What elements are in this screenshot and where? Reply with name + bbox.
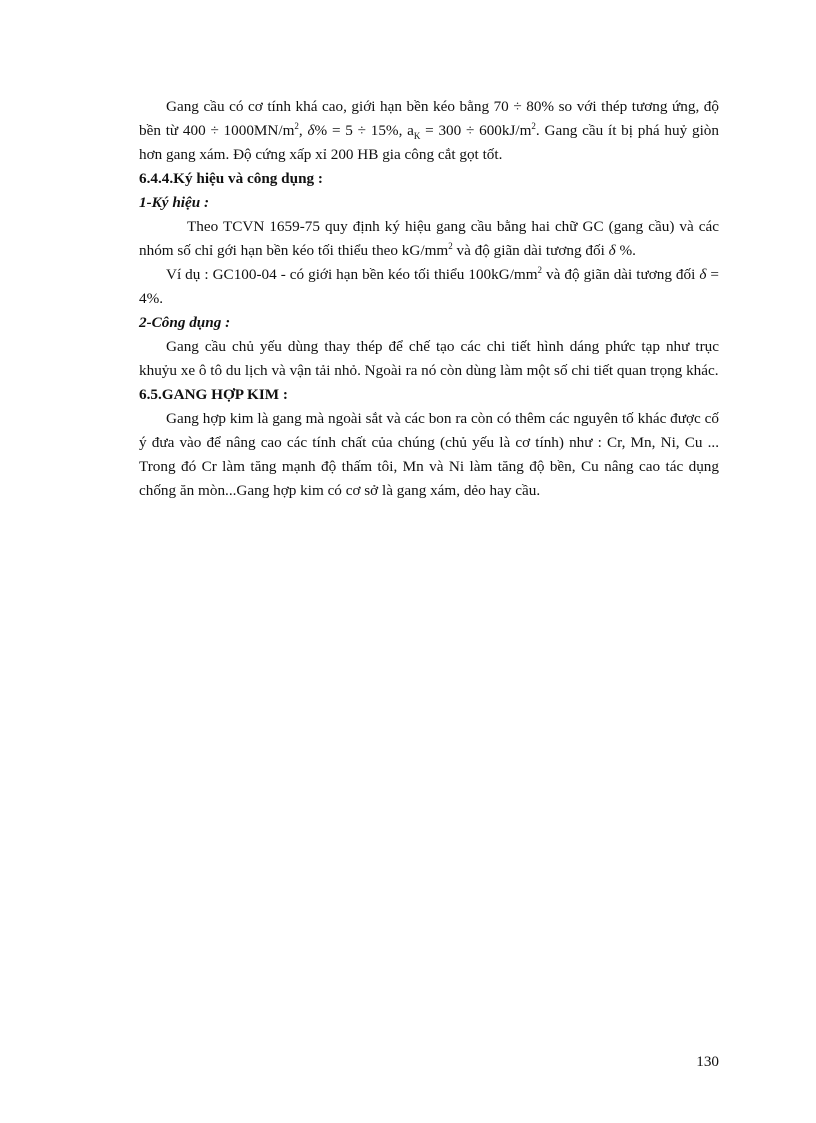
text-run: % = 5 ÷ 15%, a <box>314 122 414 139</box>
paragraph-tcvn-notation <box>139 215 719 263</box>
text-run: Theo TCVN 1659-75 quy định ký hiệu gang cầu bằng hai chữ GC (gang cầu) và các nhóm số chỉ gới hạn bền kéo tối thiểu theo kG/mm <box>139 218 719 259</box>
subheading-usage: 2-Công dụng : <box>139 314 231 331</box>
subscript: K <box>413 131 421 142</box>
text-run: = 300 ÷ 600kJ/m <box>420 122 532 139</box>
document-body <box>139 95 719 503</box>
delta-symbol: δ <box>699 266 707 283</box>
text-run: , <box>298 122 308 139</box>
page-number: 130 <box>696 1053 719 1070</box>
text-run: %. <box>615 242 636 259</box>
section-heading-alloy-iron: 6.5.GANG HỢP KIM : <box>139 386 288 403</box>
subheading-notation: 1-Ký hiệu : <box>139 194 210 211</box>
section-heading-notation-usage: 6.4.4.Ký hiệu và công dụng : <box>139 170 323 187</box>
text-run: = 4%. <box>139 266 719 307</box>
superscript: 2 <box>531 120 536 131</box>
paragraph-usage: Gang cầu chủ yếu dùng thay thép để chế tạo các chi tiết hình dáng phức tạp như trục khuỷu xe ô tô du lịch và vận tải nhỏ. Ngoài ra nó còn dùng làm một số chi tiết quan trọng khác. <box>139 338 719 379</box>
delta-symbol: δ <box>307 122 315 139</box>
text-run: Gang cầu có cơ tính khá cao, giới hạn bền kéo bằng 70 ÷ 80% so với thép tương ứng, độ bền từ 400 ÷ 1000MN/m <box>139 98 719 139</box>
superscript: 2 <box>537 264 543 275</box>
paragraph-nodular-iron-properties <box>139 95 719 167</box>
superscript: 2 <box>448 240 453 251</box>
paragraph-example <box>139 263 719 311</box>
text-run: và độ giãn dài tương đối <box>452 242 609 259</box>
text-run: Ví dụ : GC100-04 - có giới hạn bền kéo tối thiểu 100kG/mm <box>166 266 538 283</box>
paragraph-alloy-iron: Gang hợp kim là gang mà ngoài sắt và các bon ra còn có thêm các nguyên tố khác được cố ý đưa vào để nâng cao các tính chất của chúng (chủ yếu là cơ tính) như : Cr, Mn, Ni, Cu ... Trong đó Cr làm tăng mạnh độ thấm tôi, Mn và Ni làm tăng độ bền, Cu nâng cao tác dụng chống ăn mòn...Gang hợp kim có cơ sở là gang xám, dẻo hay cầu. <box>139 410 719 499</box>
text-run: và độ giãn dài tương đối <box>542 266 700 283</box>
superscript: 2 <box>294 120 299 131</box>
delta-symbol: δ <box>608 242 616 259</box>
text-run: . Gang cầu ít bị phá huỷ giòn hơn gang xám. Độ cứng xấp xỉ 200 HB gia công cắt gọt tốt. <box>139 122 719 163</box>
